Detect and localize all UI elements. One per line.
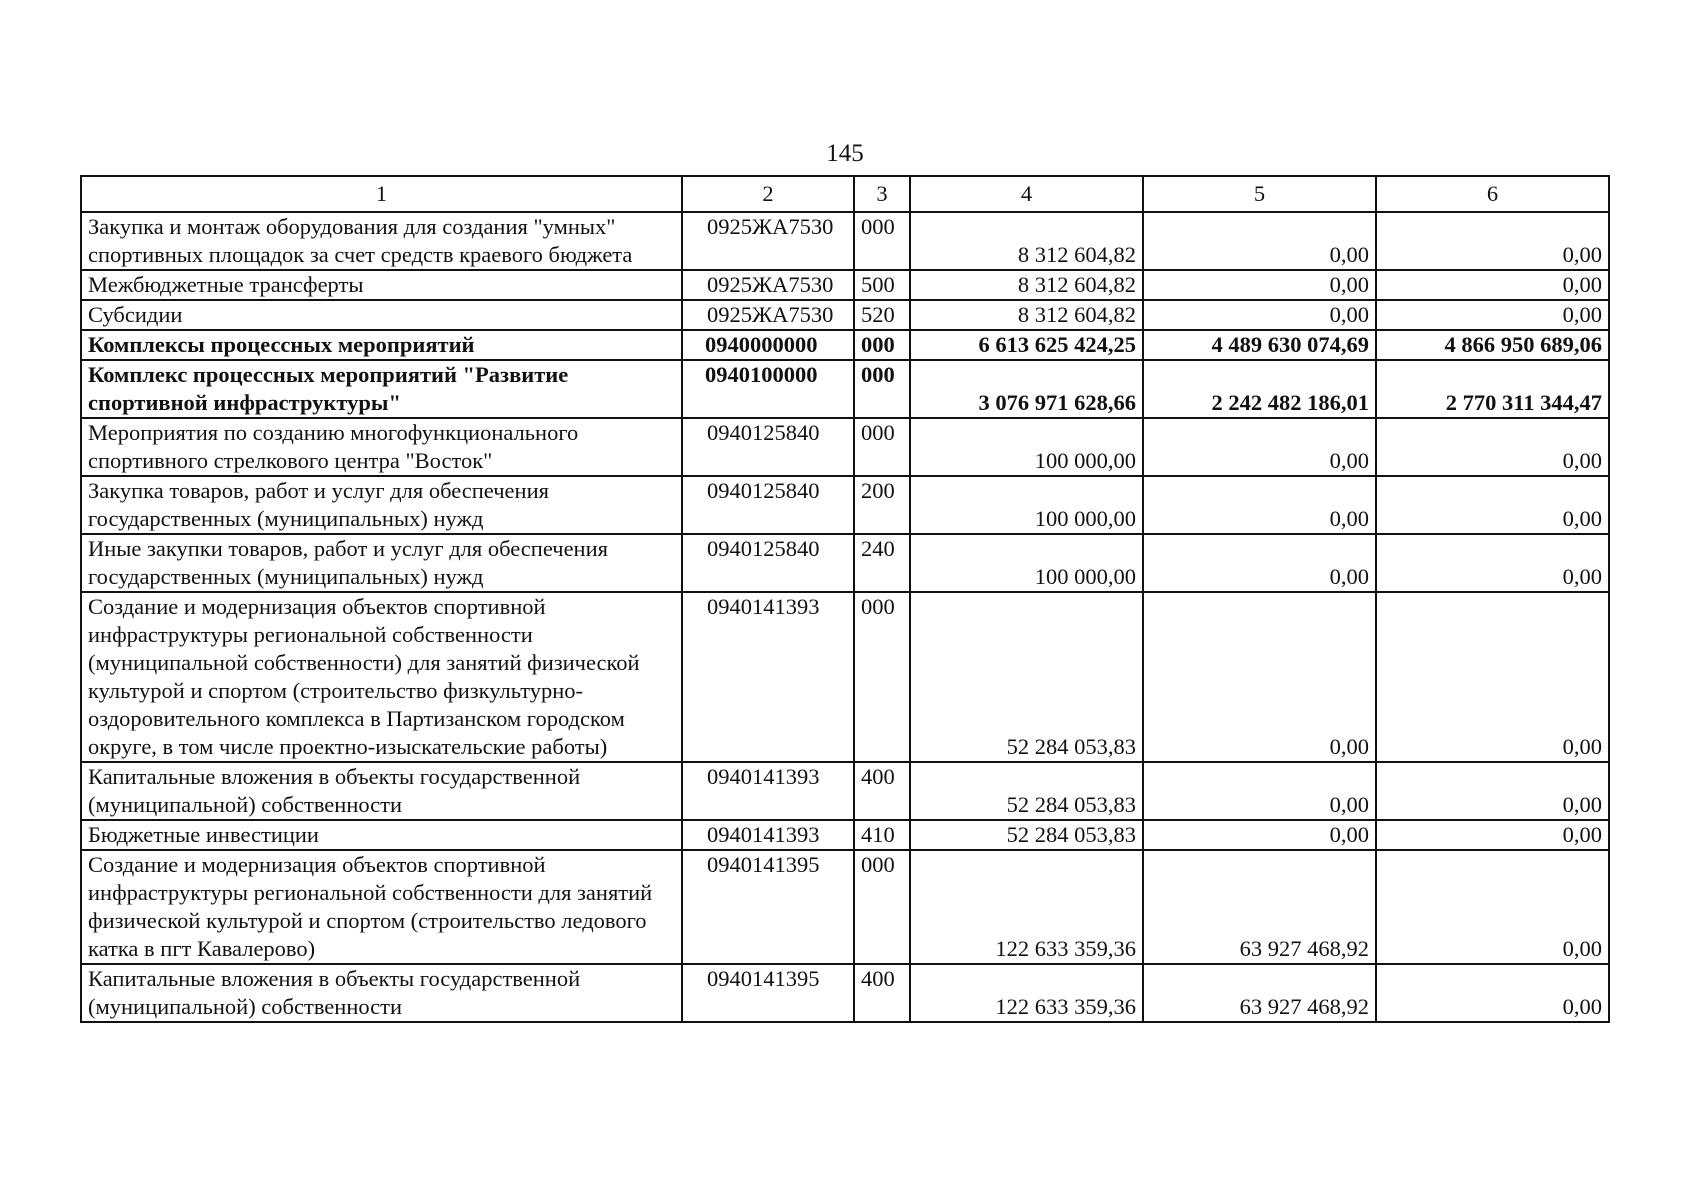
target-code-cell: 0940125840 <box>682 418 854 476</box>
amount-col4-cell: 52 284 053,83 <box>910 592 1143 762</box>
row-name-cell: Межбюджетные трансферты <box>81 270 682 300</box>
target-code-cell: 0940141395 <box>682 964 854 1022</box>
column-header-4: 4 <box>910 176 1143 212</box>
table-row <box>81 330 1609 360</box>
amount-col4-cell: 122 633 359,36 <box>910 850 1143 964</box>
amount-col6-cell: 0,00 <box>1376 762 1609 820</box>
table-row <box>81 820 1609 850</box>
table-row <box>81 850 1609 964</box>
row-name-cell: Мероприятия по созданию многофункционального спортивного стрелкового центра "Восток" <box>81 418 682 476</box>
target-code-cell: 0940125840 <box>682 476 854 534</box>
table-row <box>81 476 1609 534</box>
amount-col4-cell: 100 000,00 <box>910 418 1143 476</box>
amount-col4-cell: 8 312 604,82 <box>910 300 1143 330</box>
target-code-cell: 0940000000 <box>682 330 854 360</box>
table-row <box>81 360 1609 418</box>
amount-col4-cell: 8 312 604,82 <box>910 212 1143 270</box>
amount-col5-cell: 0,00 <box>1143 762 1376 820</box>
target-code-cell: 0940141393 <box>682 592 854 762</box>
row-name-cell: Бюджетные инвестиции <box>81 820 682 850</box>
table-row <box>81 964 1609 1022</box>
page-number: 145 <box>826 140 864 167</box>
target-code-cell: 0925ЖА7530 <box>682 212 854 270</box>
expense-type-cell: 000 <box>854 418 910 476</box>
column-header-1: 1 <box>81 176 682 212</box>
column-header-5: 5 <box>1143 176 1376 212</box>
budget-table <box>80 175 1610 1023</box>
row-name-cell: Закупка и монтаж оборудования для создания "умных" спортивных площадок за счет средств краевого бюджета <box>81 212 682 270</box>
amount-col6-cell: 0,00 <box>1376 418 1609 476</box>
amount-col5-cell: 0,00 <box>1143 300 1376 330</box>
amount-col6-cell: 0,00 <box>1376 820 1609 850</box>
amount-col5-cell: 63 927 468,92 <box>1143 850 1376 964</box>
table-row <box>81 270 1609 300</box>
amount-col5-cell: 0,00 <box>1143 418 1376 476</box>
row-name-cell: Капитальные вложения в объекты государственной (муниципальной) собственности <box>81 964 682 1022</box>
target-code-cell: 0925ЖА7530 <box>682 300 854 330</box>
row-name-cell: Капитальные вложения в объекты государственной (муниципальной) собственности <box>81 762 682 820</box>
column-header-2: 2 <box>682 176 854 212</box>
amount-col4-cell: 3 076 971 628,66 <box>910 360 1143 418</box>
table-row <box>81 212 1609 270</box>
amount-col6-cell: 0,00 <box>1376 212 1609 270</box>
target-code-cell: 0940100000 <box>682 360 854 418</box>
amount-col5-cell: 0,00 <box>1143 270 1376 300</box>
amount-col6-cell: 0,00 <box>1376 476 1609 534</box>
table-row <box>81 592 1609 762</box>
target-code-cell: 0925ЖА7530 <box>682 270 854 300</box>
amount-col5-cell: 0,00 <box>1143 212 1376 270</box>
row-name-cell: Комплекс процессных мероприятий "Развитие спортивной инфраструктуры" <box>81 360 682 418</box>
amount-col4-cell: 100 000,00 <box>910 476 1143 534</box>
row-name-cell: Создание и модернизация объектов спортивной инфраструктуры региональной собственности (муниципальной собственности) для занятий физической культурой и спортом (строительство физкультурно-оздоровительного комплекса в Партизанском городском округе, в том числе проектно-изыскательские работы) <box>81 592 682 762</box>
table-row <box>81 300 1609 330</box>
table-row <box>81 418 1609 476</box>
header-row <box>81 176 1609 212</box>
target-code-cell: 0940141393 <box>682 762 854 820</box>
amount-col5-cell: 0,00 <box>1143 476 1376 534</box>
row-name-cell: Создание и модернизация объектов спортивной инфраструктуры региональной собственности для занятий физической культурой и спортом (строительство ледового катка в пгт Кавалерово) <box>81 850 682 964</box>
table-body <box>81 212 1609 1022</box>
expense-type-cell: 000 <box>854 212 910 270</box>
amount-col6-cell: 2 770 311 344,47 <box>1376 360 1609 418</box>
expense-type-cell: 400 <box>854 964 910 1022</box>
amount-col4-cell: 52 284 053,83 <box>910 762 1143 820</box>
amount-col6-cell: 0,00 <box>1376 534 1609 592</box>
amount-col6-cell: 0,00 <box>1376 592 1609 762</box>
amount-col6-cell: 4 866 950 689,06 <box>1376 330 1609 360</box>
amount-col6-cell: 0,00 <box>1376 270 1609 300</box>
expense-type-cell: 200 <box>854 476 910 534</box>
amount-col5-cell: 0,00 <box>1143 820 1376 850</box>
column-header-6: 6 <box>1376 176 1609 212</box>
expense-type-cell: 410 <box>854 820 910 850</box>
row-name-cell: Иные закупки товаров, работ и услуг для обеспечения государственных (муниципальных) нужд <box>81 534 682 592</box>
expense-type-cell: 000 <box>854 850 910 964</box>
target-code-cell: 0940125840 <box>682 534 854 592</box>
row-name-cell: Комплексы процессных мероприятий <box>81 330 682 360</box>
expense-type-cell: 000 <box>854 592 910 762</box>
table-row <box>81 762 1609 820</box>
amount-col4-cell: 100 000,00 <box>910 534 1143 592</box>
amount-col4-cell: 8 312 604,82 <box>910 270 1143 300</box>
amount-col4-cell: 6 613 625 424,25 <box>910 330 1143 360</box>
amount-col5-cell: 0,00 <box>1143 592 1376 762</box>
amount-col4-cell: 52 284 053,83 <box>910 820 1143 850</box>
amount-col6-cell: 0,00 <box>1376 964 1609 1022</box>
expense-type-cell: 000 <box>854 360 910 418</box>
amount-col5-cell: 63 927 468,92 <box>1143 964 1376 1022</box>
expense-type-cell: 520 <box>854 300 910 330</box>
amount-col5-cell: 4 489 630 074,69 <box>1143 330 1376 360</box>
table-header <box>81 176 1609 212</box>
expense-type-cell: 000 <box>854 330 910 360</box>
table-row <box>81 534 1609 592</box>
amount-col6-cell: 0,00 <box>1376 850 1609 964</box>
amount-col5-cell: 0,00 <box>1143 534 1376 592</box>
row-name-cell: Закупка товаров, работ и услуг для обеспечения государственных (муниципальных) нужд <box>81 476 682 534</box>
expense-type-cell: 240 <box>854 534 910 592</box>
expense-type-cell: 500 <box>854 270 910 300</box>
amount-col4-cell: 122 633 359,36 <box>910 964 1143 1022</box>
target-code-cell: 0940141393 <box>682 820 854 850</box>
column-header-3: 3 <box>854 176 910 212</box>
row-name-cell: Субсидии <box>81 300 682 330</box>
amount-col6-cell: 0,00 <box>1376 300 1609 330</box>
target-code-cell: 0940141395 <box>682 850 854 964</box>
expense-type-cell: 400 <box>854 762 910 820</box>
amount-col5-cell: 2 242 482 186,01 <box>1143 360 1376 418</box>
